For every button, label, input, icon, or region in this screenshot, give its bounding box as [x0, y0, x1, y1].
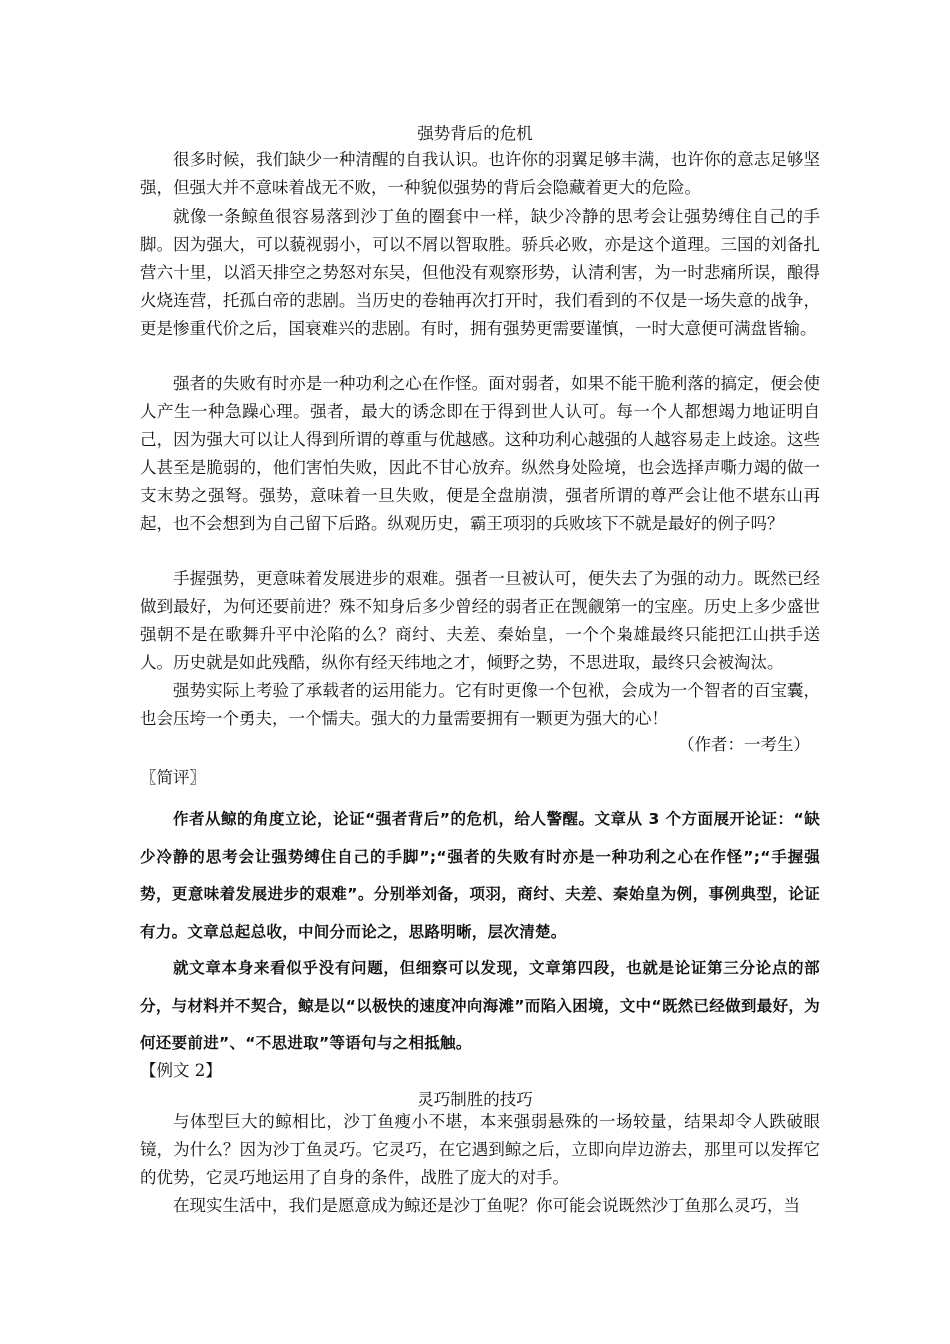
essay1-paragraph-2: 就像一条鲸鱼很容易落到沙丁鱼的圈套中一样，缺少冷静的思考会让强势缚住自己的手脚。因为强大，可以藐视弱小，可以不屑以智取胜。骄兵必败，亦是这个道理。三国的刘备扎营六十里，以滔天排空之势怒对东吴，但他没有观察形势，认清利害，为一时悲痛所误，酿得火烧连营，托孤白帝的悲剧。当历史的卷轴再次打开时，我们看到的不仅是一场失意的战争，更是惨重代价之后，国衰难兴的悲剧。有时，拥有强势更需要谨慎，一时大意便可满盘皆输。 [140, 207, 820, 338]
essay2-title: 灵巧制胜的技巧 [417, 1090, 533, 1109]
essay1-paragraph-5: 强势实际上考验了承载者的运用能力。它有时更像一个包袱，会成为一个智者的百宝囊，也会压垮一个勇夫，一个懦夫。强大的力量需要拥有一颗更为强大的心！ [140, 681, 820, 728]
essay1-paragraph-1: 很多时候，我们缺少一种清醒的自我认识。也许你的羽翼足够丰满，也许你的意志足够坚强，但强大并不意味着战无不败，一种貌似强势的背后会隐藏着更大的危险。 [140, 150, 820, 197]
review-paragraph-1: 作者从鲸的角度立论，论证“强者背后”的危机，给人警醒。文章从 3 个方面展开论证：“缺少冷静的思考会让强势缚住自己的手脚”;“强者的失败有时亦是一种功利之心在作怪”;“手握强势，更意味着发展进步的艰难”。分别举刘备，项羽，商纣、夫差、秦始皇为例，事例典型，论证有力。文章总起总收，中间分而论之，思路明晰，层次清楚。 [140, 810, 820, 941]
example2-label: 【例文 2】 [140, 1061, 222, 1080]
essay2-paragraph-2: 在现实生活中，我们是愿意成为鲸还是沙丁鱼呢？你可能会说既然沙丁鱼那么灵巧，当 [173, 1196, 800, 1215]
essay1-paragraph-3: 强者的失败有时亦是一种功利之心在作怪。面对弱者，如果不能干脆利落的搞定，便会使人产生一种急躁心理。强者，最大的诱念即在于得到世人认可。每一个人都想竭力地证明自己，因为强大可以让人得到所谓的尊重与优越感。这种功利心越强的人越容易走上歧途。这些人甚至是脆弱的，他们害怕失败，因此不甘心放弃。纵然身处险境，也会选择声嘶力竭的做一支末势之强弩。强势，意味着一旦失败，便是全盘崩溃，强者所谓的尊严会让他不堪东山再起，也不会想到为自己留下后路。纵观历史，霸王项羽的兵败垓下不就是最好的例子吗？ [140, 374, 820, 533]
essay1-author: （作者：一考生） [678, 735, 810, 754]
essay2-paragraph-1: 与体型巨大的鲸相比，沙丁鱼瘦小不堪，本来强弱悬殊的一场较量，结果却令人跌破眼镜，为什么？因为沙丁鱼灵巧。它灵巧，在它遇到鲸之后，立即向岸边游去，那里可以发挥它的优势，它灵巧地运用了自身的条件，战胜了庞大的对手。 [140, 1112, 820, 1187]
essay1-title: 强势背后的危机 [417, 124, 533, 143]
review-paragraph-2: 就文章本身来看似乎没有问题，但细察可以发现，文章第四段，也就是论证第三分论点的部分，与材料并不契合，鲸是以“以极快的速度冲向海滩”而陷入困境，文中“既然已经做到最好，为何还要前进”、“不思进取”等语句与之相抵触。 [140, 959, 820, 1052]
essay1-paragraph-4: 手握强势，更意味着发展进步的艰难。强者一旦被认可，便失去了为强的动力。既然已经做到最好，为何还要前进？殊不知身后多少曾经的弱者正在觊觎第一的宝座。历史上多少盛世强朝不是在歌舞升平中沦陷的么？商纣、夫差、秦始皇，一个个枭雄最终只能把江山拱手送人。历史就是如此残酷，纵你有经天纬地之才，倾野之势，不思进取，最终只会被淘汰。 [140, 569, 820, 672]
review-label: 〖简评〗 [140, 768, 206, 787]
